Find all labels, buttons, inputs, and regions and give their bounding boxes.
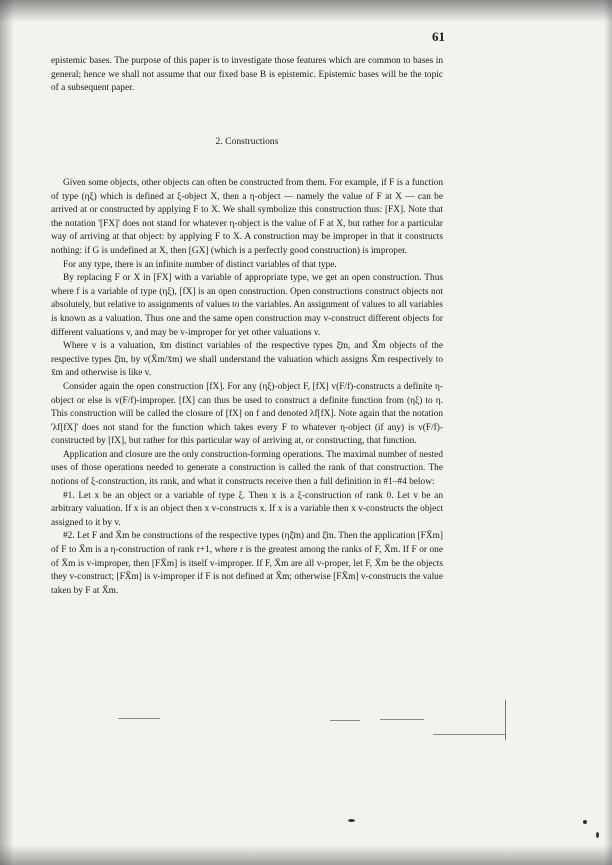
scan-artifact-rule: [433, 734, 505, 735]
intro-paragraph: epistemic bases. The purpose of this paper is to investigate those features which are common to bases in general; hence we shall not assume that our fixed base B is epistemic. Epistemic bases will be the topic of a subsequent paper.: [51, 56, 443, 94]
paragraph-open-constructions: By replacing F or X in [FX] with a variable of appropriate type, we get an open construction. Thus where f is a variable of type (ηξ), [fX] is an open construction. Open constructions construct objects not absolutely, but relative to assignments of values to the variables. An assignment of values to all variables is known as a valuation. Thus one and the same open construction may v-construct different objects for different valuations v, and may be v-improper for yet other valuations v.: [51, 273, 443, 338]
scan-artifact-rule: [380, 719, 424, 720]
scan-artifact-rule: [118, 718, 160, 719]
paragraph-closure: Consider again the open construction [fX]. For any (ηξ)-object F, [fX] v(F/f)-constructs a definite η-object or else is v(F/f)-improper. [fX] can thus be used to construct a definite function from (ηξ) to η. This construction will be called the closure of [fX] on f and denoted λf[fX]. Note again that the notation 'λf[fX]' does not stand for the function which takes every F to whatever η-object (if any) is v(F/f)-constructed by [fX], but rather for this particular way of arriving at, or constructing, that function.: [51, 381, 443, 447]
section-heading: 2. Constructions: [215, 136, 279, 147]
scan-shadow-top: [0, 0, 612, 22]
paragraph-application-and-closure: Application and closure are the only construction-forming operations. The maximal number of nested uses of those operations needed to generate a construction is called the rank of that construction. The notions of ξ-construction, its rank, and what it constructs receive then a full definition in #1–#4 below:: [51, 449, 443, 488]
scan-artifact-tick: [505, 700, 506, 740]
scan-shadow-bottom: [0, 845, 612, 865]
scan-shadow-right: [604, 0, 612, 865]
definition-1: #1. Let x be an object or a variable of type ξ. Then x is a ξ-construction of rank 0. Let v be an arbitrary valuation. If x is an object then x v-constructs x. If x is a variable then x v-constructs the object assigned to it by v.: [51, 490, 443, 528]
scan-shadow-left: [0, 0, 14, 865]
scan-artifact-speck: [583, 820, 587, 824]
definition-2: #2. Let F and X̄m be constructions of the respective types (ηξ̄m) and ξ̄m. Then the application [FX̄m] of F to X̄m is a η-construction of rank r+1, where r is the greatest among the ranks of F, X̄m. If F or one of X̄m is v-improper, then [FX̄m] is itself v-improper. If F, X̄m are all v-proper, let F, X̄m be the objects they v-construct; [FX̄m] is v-improper if F is not defined at X̄m; otherwise [FX̄m] v-constructs the value taken by F at X̄m.: [51, 531, 443, 596]
scan-artifact-rule: [330, 720, 360, 721]
scan-artifact-speck: [348, 819, 355, 822]
page-number: 61: [432, 29, 445, 44]
paragraph-constructions-intro: Given some objects, other objects can often be constructed from them. For example, if F is a function of type (ηξ) which is defined at ξ-object X, then a η-object — namely the value of F at X — can be arrived at or constructed by applying F to X. We shall symbolize this construction thus: [FX]. Note that the notation '[FX]' does not stand for whatever η-object is the value of F at X, but rather for a particular way of arriving at that object: by applying F to X. A construction may be improper in that it constructs nothing: if G is undefined at X, then [GX] (which is a perfectly good construction) is improper.: [51, 178, 443, 256]
intro-paragraph-block: [51, 55, 443, 96]
body-text: [51, 177, 443, 598]
paragraph-variables: For any type, there is an infinite number of distinct variables of that type.: [63, 259, 337, 270]
paragraph-valuation-notation: Where v is a valuation, x̄m distinct variables of the respective types ξ̄m, and X̄m objects of the respective types ξ̄m, by v(X̄m/x̄m) we shall understand the valuation which assigns X̄m respectively to x̄m and otherwise is like v.: [51, 341, 443, 379]
scan-artifact-speck: [596, 832, 599, 838]
